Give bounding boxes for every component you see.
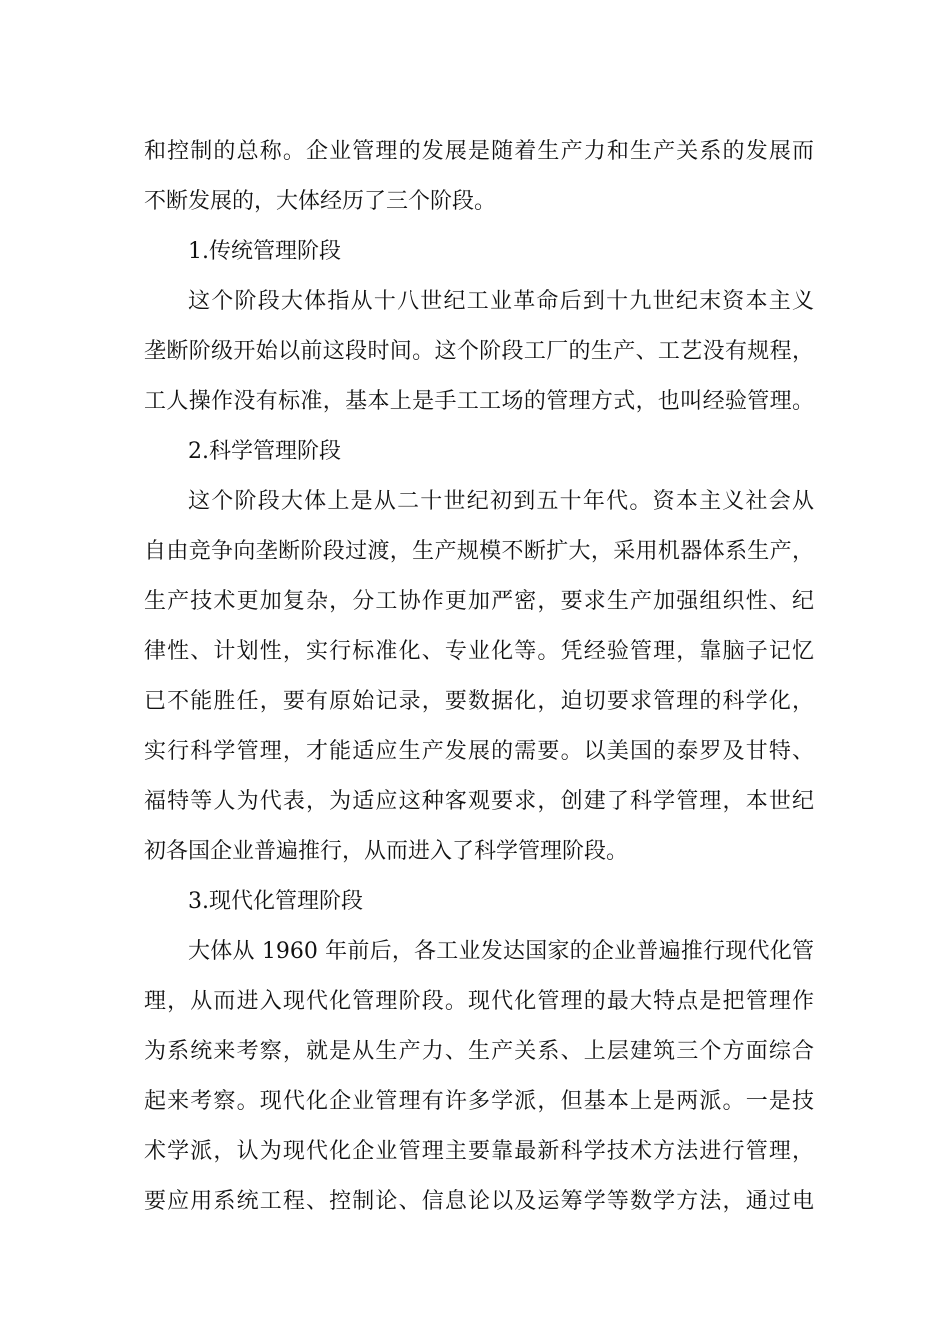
text-line: 这个阶段大体上是从二十世纪初到五十年代。资本主义社会从: [188, 489, 814, 514]
text-line: 大体从 1960 年前后，各工业发达国家的企业普遍推行现代化管: [188, 939, 814, 964]
text-line: 生产技术更加复杂，分工协作更加严密，要求生产加强组织性、纪: [144, 589, 814, 614]
text-line: 已不能胜任，要有原始记录，要数据化，迫切要求管理的科学化，: [144, 689, 814, 714]
text-line: 这个阶段大体指从十八世纪工业革命后到十九世纪末资本主义: [188, 289, 814, 314]
section-heading: 1.传统管理阶段: [188, 239, 341, 264]
text-line: 起来考察。现代化企业管理有许多学派，但基本上是两派。一是技: [144, 1089, 814, 1114]
section-heading: 3.现代化管理阶段: [188, 889, 363, 914]
text-line: 术学派，认为现代化企业管理主要靠最新科学技术方法进行管理，: [144, 1139, 814, 1164]
text-line: 实行科学管理，才能适应生产发展的需要。以美国的泰罗及甘特、: [144, 739, 814, 764]
text-line: 垄断阶级开始以前这段时间。这个阶段工厂的生产、工艺没有规程，: [144, 339, 814, 364]
text-line: 和控制的总称。企业管理的发展是随着生产力和生产关系的发展而: [144, 139, 814, 164]
text-line: 工人操作没有标准，基本上是手工工场的管理方式，也叫经验管理。: [144, 389, 814, 414]
text-line: 要应用系统工程、控制论、信息论以及运筹学等数学方法，通过电: [144, 1189, 814, 1214]
text-line: 自由竞争向垄断阶段过渡，生产规模不断扩大，采用机器体系生产，: [144, 539, 814, 564]
text-line: 律性、计划性，实行标准化、专业化等。凭经验管理，靠脑子记忆: [144, 639, 814, 664]
text-line: 为系统来考察，就是从生产力、生产关系、上层建筑三个方面综合: [144, 1039, 814, 1064]
text-line: 初各国企业普遍推行，从而进入了科学管理阶段。: [144, 839, 629, 864]
text-line: 理，从而进入现代化管理阶段。现代化管理的最大特点是把管理作: [144, 989, 814, 1014]
text-line: 福特等人为代表，为适应这种客观要求，创建了科学管理，本世纪: [144, 789, 814, 814]
text-line: 不断发展的，大体经历了三个阶段。: [144, 189, 497, 214]
section-heading: 2.科学管理阶段: [188, 439, 341, 464]
